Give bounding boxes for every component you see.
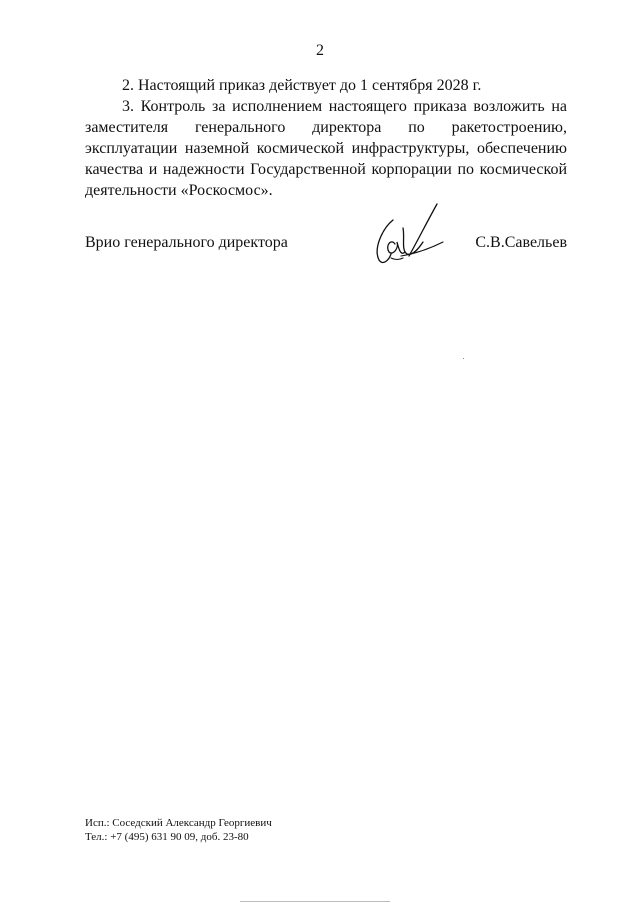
executor-footer bbox=[85, 816, 272, 844]
paragraph-control: 3. Контроль за исполнением настоящего приказа возложить на заместителя генерального директора по ракетостроению, эксплуатации наземной космической инфраструктуры, обеспечению качества и надежности Государственной корпорации по космической деятельности «Роскосмос». bbox=[85, 98, 567, 199]
paragraph-validity: 2. Настоящий приказ действует до 1 сентября 2028 г. bbox=[122, 77, 482, 94]
executor-phone: Тел.: +7 (495) 631 90 09, доб. 23-80 bbox=[85, 831, 249, 843]
order-body bbox=[85, 75, 567, 201]
scan-edge-line bbox=[240, 901, 390, 902]
scan-speck bbox=[463, 358, 464, 359]
handwritten-signature bbox=[365, 198, 445, 268]
signatory-name: С.В.Савельев bbox=[475, 234, 567, 251]
signatory-title: Врио генерального директора bbox=[85, 234, 288, 251]
page-number: 2 bbox=[316, 42, 324, 59]
executor-name: Исп.: Соседский Александр Георгиевич bbox=[85, 817, 272, 829]
signature-block bbox=[85, 228, 567, 268]
